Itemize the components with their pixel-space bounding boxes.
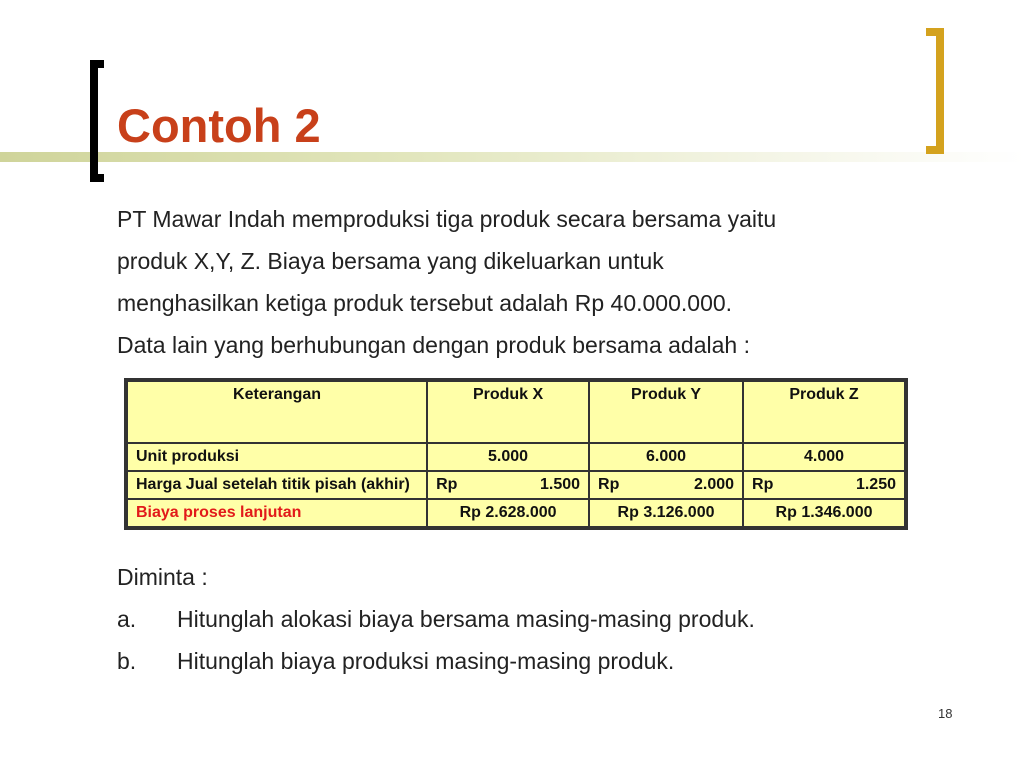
table-cell: 6.000	[589, 443, 743, 471]
currency-label: Rp	[752, 476, 774, 493]
intro-line: Data lain yang berhubungan dengan produk bersama adalah :	[117, 332, 750, 358]
cell-value: 1.250	[855, 476, 896, 493]
asked-section	[117, 556, 957, 682]
table-cell	[589, 471, 743, 499]
page-number: 18	[938, 706, 953, 721]
product-data-table	[126, 380, 906, 528]
table-cell: 5.000	[427, 443, 589, 471]
table-row	[127, 443, 905, 471]
table-row	[127, 499, 905, 527]
intro-line: menghasilkan ketiga produk tersebut adalah Rp 40.000.000.	[117, 290, 733, 316]
currency-label: Rp	[436, 476, 458, 493]
table-cell: 4.000	[743, 443, 905, 471]
table-cell: Rp 3.126.000	[589, 499, 743, 527]
cell-value: 1.500	[539, 476, 581, 493]
asked-item-marker: a.	[117, 606, 137, 632]
row-label: Harga Jual setelah titik pisah (akhir)	[127, 471, 427, 499]
right-bracket-ornament	[926, 28, 944, 154]
intro-line: PT Mawar Indah memproduksi tiga produk secara bersama yaitu	[117, 206, 777, 232]
column-header: Keterangan	[127, 381, 427, 443]
currency-label: Rp	[598, 476, 620, 493]
slide-title: Contoh 2	[117, 99, 321, 152]
asked-item-text: Hitunglah alokasi biaya bersama masing-masing produk.	[177, 606, 755, 632]
column-header: Produk Z	[743, 381, 905, 443]
header-rule	[0, 152, 1024, 162]
left-bracket-ornament	[90, 60, 104, 182]
table-header-row	[127, 381, 905, 443]
asked-item-marker: b.	[117, 648, 137, 674]
asked-item-text: Hitunglah biaya produksi masing-masing produk.	[177, 648, 675, 674]
table-cell: Rp 2.628.000	[427, 499, 589, 527]
column-header: Produk Y	[589, 381, 743, 443]
table-row	[127, 471, 905, 499]
intro-paragraph	[117, 198, 957, 366]
row-label: Unit produksi	[127, 443, 427, 471]
asked-item	[117, 598, 957, 640]
row-label: Biaya proses lanjutan	[127, 499, 427, 527]
table-cell	[427, 471, 589, 499]
asked-item	[117, 640, 957, 682]
cell-value: 2.000	[694, 476, 735, 493]
column-header: Produk X	[427, 381, 589, 443]
table-cell: Rp 1.346.000	[743, 499, 905, 527]
intro-line: produk X,Y, Z. Biaya bersama yang dikeluarkan untuk	[117, 248, 664, 274]
asked-heading: Diminta :	[117, 564, 208, 590]
table-cell	[743, 471, 905, 499]
